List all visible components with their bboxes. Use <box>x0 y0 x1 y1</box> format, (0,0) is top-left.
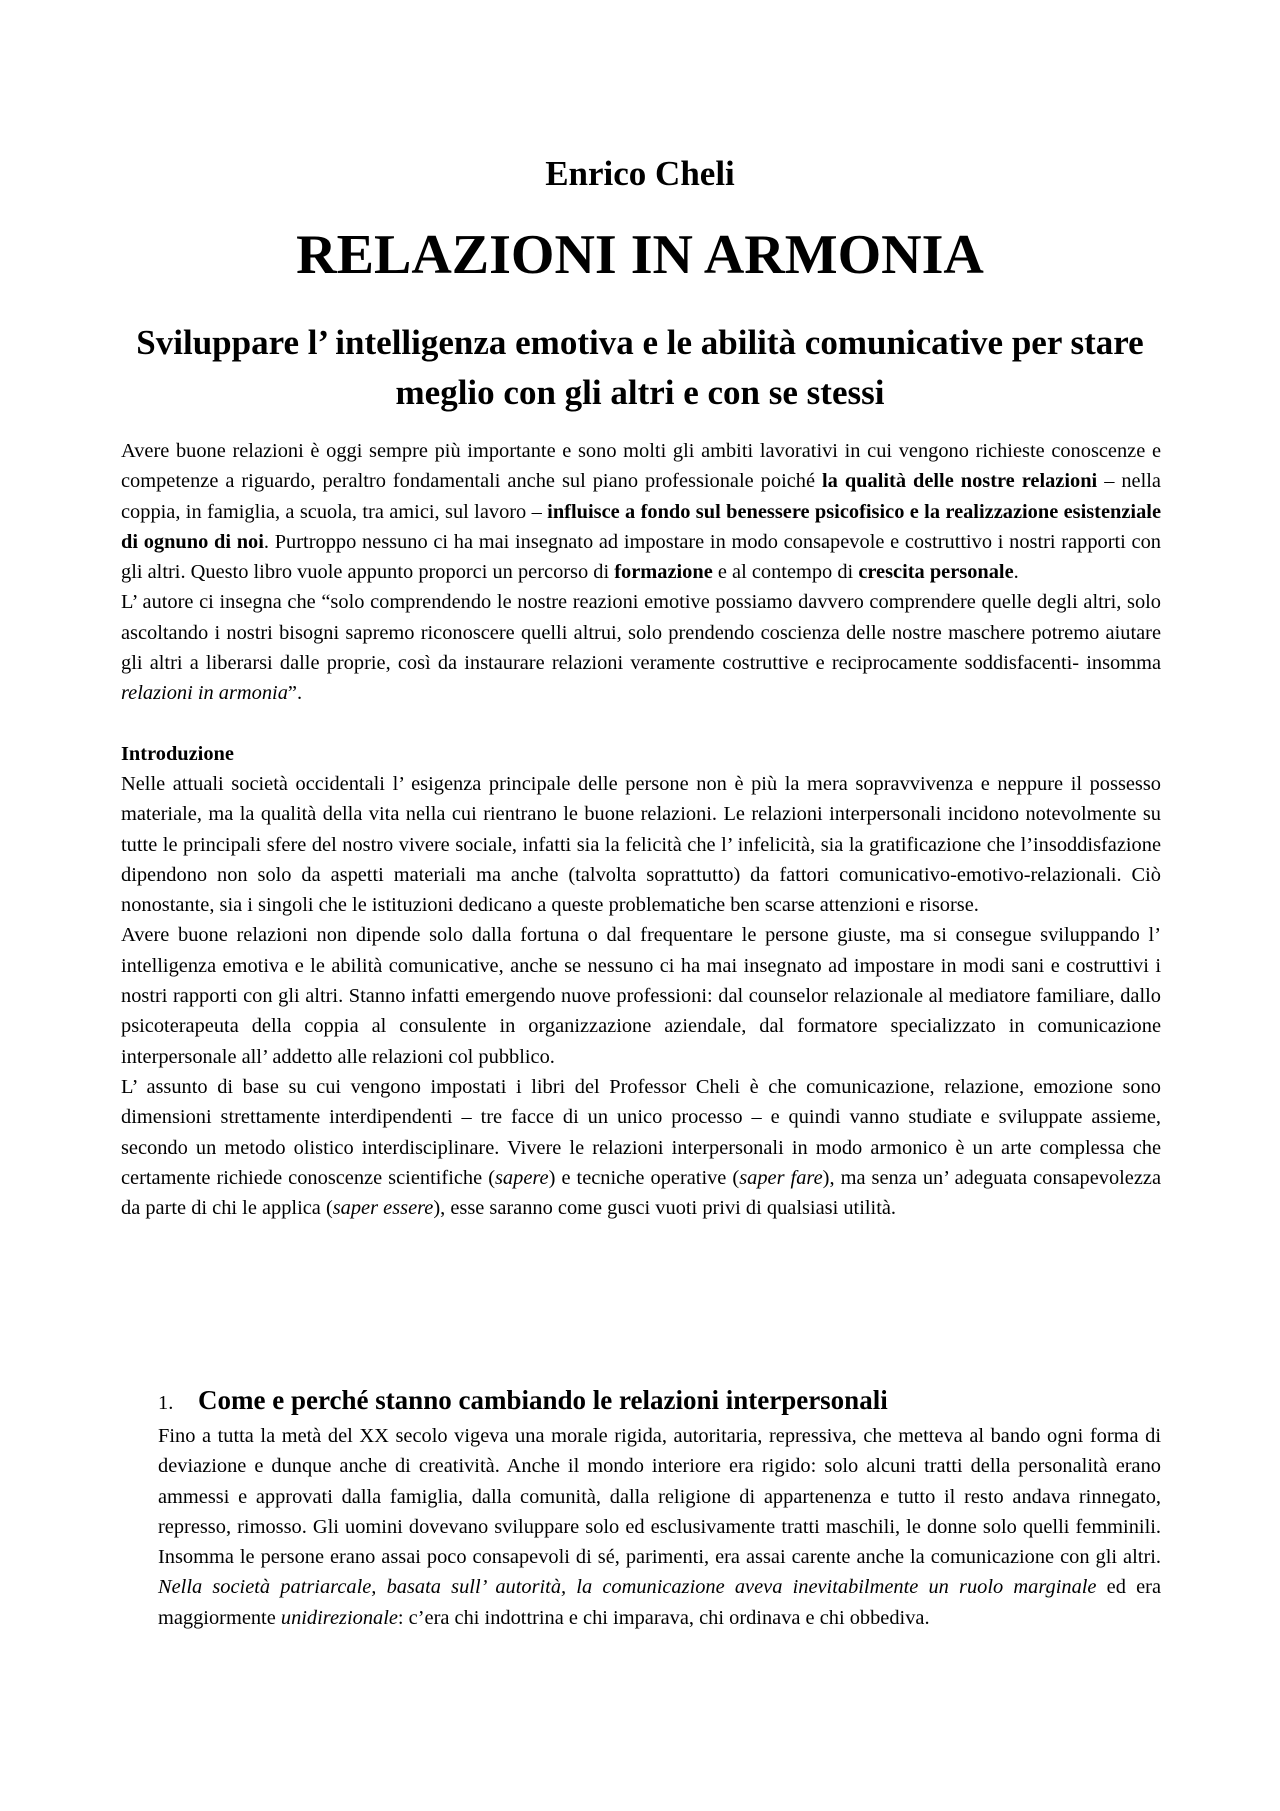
introduction-paragraph-1: Nelle attuali società occidentali l’ esigenza principale delle persone non è più la mera sopravvivenza e neppure il possesso materiale, ma la qualità della vita nella cui rientrano le buone relazioni. Le relazioni interpersonali incidono notevolmente su tutte le principali sfere del nostro vivere sociale, infatti sia la felicità che l’ infelicità, sia la gratificazione che l’insoddisfazione dipendono non solo da aspetti materiali ma anche (talvolta soprattutto) da fattori comunicativo-emotivo-relazionali. Ciò nonostante, sia i singoli che le istituzioni dedicano a queste problematiche ben scarse attenzioni e risorse. <box>121 772 1161 917</box>
section-1 <box>158 1382 1161 1633</box>
abstract-paragraph-2 <box>121 587 1161 708</box>
text-run: Fino a tutta la metà del XX secolo vigeva una morale rigida, autoritaria, repressiva, che metteva al bando ogni forma di deviazione e dunque anche di creatività. Anche il mondo interiore era rigido: solo alcuni tratti della personalità erano ammessi e approvati dalla famiglia, dalla comunità, dalla religione di appartenenza e tutto il resto andava rinnegato, represso, rimosso. Gli uomini dovevano sviluppare solo ed esclusivamente tratti maschili, le donne solo quelli femminili. Insomma le persone erano assai poco consapevoli di sé, parimenti, era assai carente anche la comunicazione con gli altri. <box>158 1425 1161 1569</box>
introduction-paragraph-3 <box>121 1072 1161 1223</box>
paragraph-spacer <box>121 709 1161 739</box>
italic-run: unidirezionale <box>280 1606 398 1629</box>
text-run: e al contempo di <box>712 561 859 584</box>
text-run: ), esse saranno come gusci vuoti privi di qualsiasi utilità. <box>433 1197 897 1220</box>
italic-run: relazioni in armonia <box>121 682 288 705</box>
section-heading <box>158 1382 1161 1421</box>
bold-run: influisce a fondo sul benessere psicofisico e la realizzazione esistenziale di ognuno di noi <box>121 500 1161 553</box>
italic-run: sapere <box>495 1166 549 1189</box>
introduction-heading: Introduzione <box>121 742 234 765</box>
section-1-paragraph-1 <box>158 1421 1161 1633</box>
italic-run: Nella società patriarcale, basata sull’ autorità, la comunicazione aveva inevitabilmente un ruolo marginale <box>158 1576 1097 1599</box>
italic-run: saper fare <box>739 1166 823 1189</box>
bold-run: la qualità delle nostre relazioni <box>822 470 1098 493</box>
text-run: – nella coppia, in famiglia, a scuola, tra amici, sul lavoro – <box>121 470 1161 523</box>
italic-run: saper essere <box>332 1197 434 1220</box>
text-run: : c’era chi indottrina e chi imparava, chi ordinava e chi obbediva. <box>397 1606 930 1629</box>
author-name: Enrico Cheli <box>545 154 735 193</box>
bold-run: formazione <box>614 561 713 584</box>
bold-run: crescita personale <box>858 561 1014 584</box>
introduction-paragraph-2: Avere buone relazioni non dipende solo dalla fortuna o dal frequentare le persone giuste, ma si consegue sviluppando l’ intelligenza emotiva e le abilità comunicative, anche se nessuno ci ha mai insegnato ad impostare in modi sani e costruttivi i nostri rapporti con gli altri. Stanno infatti emergendo nuove professioni: dal counselor relazionale al mediatore familiare, dallo psicoterapeuta della coppia al consulente in organizzazione aziendale, dal formatore specializzato in comunicazione interpersonale all’ addetto alle relazioni col pubblico. <box>121 924 1161 1068</box>
text-run: ”. <box>287 682 303 705</box>
abstract-paragraph-1 <box>121 436 1161 587</box>
text-run: L’ autore ci insegna che “solo comprendendo le nostre reazioni emotive possiamo davvero comprendere quelle degli altri, solo ascoltando i nostri bisogni sapremo riconoscere quelli altrui, solo prendendo coscienza delle nostre maschere potremo aiutare gli altri a liberarsi dalle proprie, così da instaurare relazioni veramente costruttive e reciprocamente soddisfacenti- insomma <box>121 591 1161 675</box>
document-title: RELAZIONI IN ARMONIA <box>296 224 984 286</box>
abstract-block <box>121 436 1161 1223</box>
section-title: Come e perché stanno cambiando le relazioni interpersonali <box>198 1385 888 1415</box>
text-run: L’ assunto di base su cui vengono impostati i libri del Professor Cheli è che comunicazione, relazione, emozione sono dimensioni strettamente interdipendenti – tre facce di un unico processo – e quindi vanno studiate e sviluppate assieme, secondo un metodo olistico interdisciplinare. Vivere le relazioni interpersonali in modo armonico è un arte complessa che certamente richiede conoscenze scientifiche ( <box>121 1075 1161 1189</box>
document-subtitle: Sviluppare l’ intelligenza emotiva e le abilità comunicative per stare meglio con gli altri e con se stessi <box>136 323 1144 412</box>
text-run: ) e tecniche operative ( <box>548 1166 740 1189</box>
text-run: . <box>1013 561 1019 584</box>
text-run: . Purtroppo nessuno ci ha mai insegnato ad impostare in modo consapevole e costruttivo i nostri rapporti con gli altri. Questo libro vuole appunto proporci un percorso di <box>121 530 1161 584</box>
section-number: 1. <box>158 1392 174 1414</box>
text-run: ed era maggiormente <box>158 1576 1161 1629</box>
text-run: ), ma senza un’ adeguata consapevolezza da parte di chi le applica ( <box>121 1166 1161 1220</box>
text-run: Avere buone relazioni è oggi sempre più importante e sono molti gli ambiti lavorativi in cui vengono richieste conoscenze e competenze a riguardo, peraltro fondamentali anche sul piano professionale poiché <box>121 440 1161 493</box>
